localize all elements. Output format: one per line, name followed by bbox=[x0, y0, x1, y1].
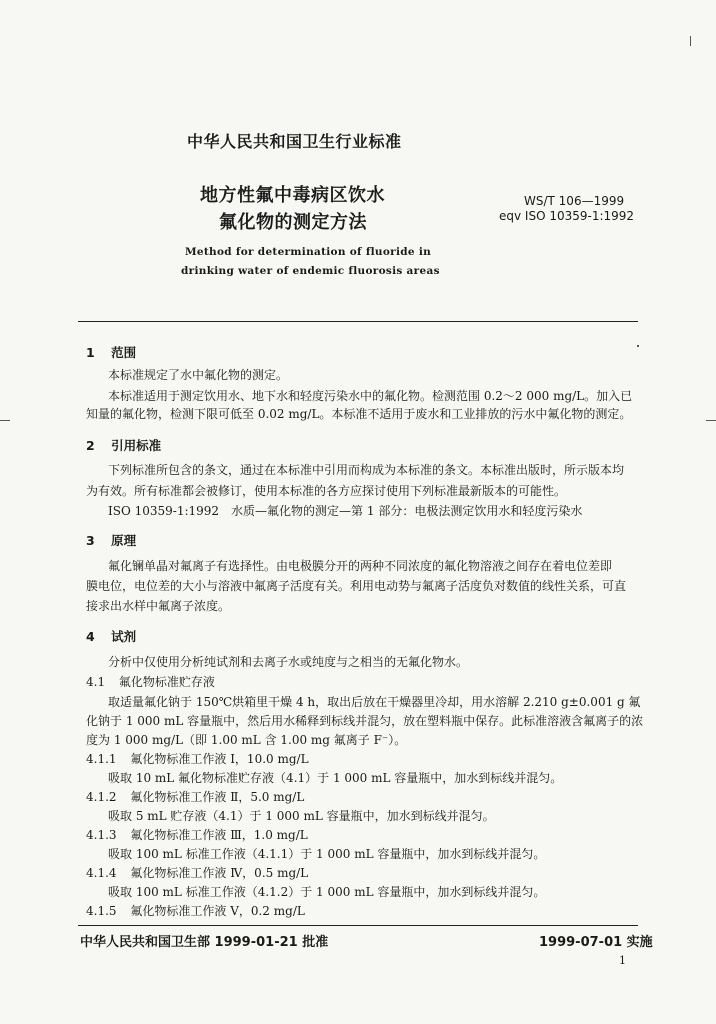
subsection-title: 氟化物标准工作液 Ⅳ，0.5 mg/L bbox=[130, 866, 309, 880]
subsection-4-1-5-heading bbox=[86, 904, 305, 918]
paragraph: 知量的氟化物，检测下限可低至 0.02 mg/L。本标准不适用于废水和工业排放的污水中氟化物的测定。 bbox=[86, 407, 632, 421]
subsection-4-1-3-heading bbox=[86, 828, 308, 842]
section-title: 引用标准 bbox=[111, 438, 162, 453]
subsection-number: 4.1.5 bbox=[86, 904, 117, 918]
paragraph: 度为 1 000 mg/L（即 1.00 mL 含 1.00 mg 氟离子 F⁻）。 bbox=[86, 733, 407, 747]
subsection-number: 4.1 bbox=[86, 675, 106, 689]
section-title: 试剂 bbox=[111, 629, 137, 644]
subsection-title: 氟化物标准工作液 Ⅱ，5.0 mg/L bbox=[130, 790, 305, 804]
section-title: 范围 bbox=[111, 345, 137, 360]
section-number: 2 bbox=[86, 438, 95, 453]
english-title-line2: drinking water of endemic fluorosis areas bbox=[181, 265, 440, 277]
paragraph: 氟化镧单晶对氟离子有选择性。由电极膜分开的两种不同浓度的氟化物溶液之间存在着电位差即 bbox=[108, 559, 613, 573]
section-title: 原理 bbox=[111, 533, 137, 548]
subsection-4-1-1-heading bbox=[86, 752, 309, 766]
section-number: 3 bbox=[86, 533, 95, 548]
header-rule bbox=[78, 321, 638, 322]
section-2-heading bbox=[86, 436, 161, 454]
section-number: 1 bbox=[86, 345, 95, 360]
subsection-4-1-4-heading bbox=[86, 866, 308, 880]
subsection-number: 4.1.4 bbox=[86, 866, 117, 880]
english-title-line1: Method for determination of fluoride in bbox=[185, 246, 432, 258]
paragraph: 本标准规定了水中氟化物的测定。 bbox=[108, 368, 289, 382]
scan-mark bbox=[0, 420, 10, 421]
paragraph: 吸取 10 mL 氟化物标准贮存液（4.1）于 1 000 mL 容量瓶中，加水到标线并混匀。 bbox=[108, 771, 563, 785]
implementation-date: 1999-07-01 实施 bbox=[539, 935, 653, 950]
approval-line: 中华人民共和国卫生部 1999-01-21 批准 bbox=[80, 935, 329, 950]
equivalent-standard: eqv ISO 10359-1:1992 bbox=[499, 209, 635, 223]
section-number: 4 bbox=[86, 629, 95, 644]
subsection-title: 氟化物标准工作液 Ⅲ，1.0 mg/L bbox=[130, 828, 308, 842]
subsection-number: 4.1.3 bbox=[86, 828, 117, 842]
paragraph: 吸取 5 mL 贮存液（4.1）于 1 000 mL 容量瓶中，加水到标线并混匀。 bbox=[108, 809, 495, 823]
paragraph: 下列标准所包含的条文，通过在本标准中引用而构成为本标准的条文。本标准出版时，所示版本均 bbox=[108, 463, 625, 477]
organization-title: 中华人民共和国卫生行业标准 bbox=[187, 132, 402, 151]
paragraph: 本标准适用于测定饮用水、地下水和轻度污染水中的氟化物。检测范围 0.2～2 000 mg/L。加入已 bbox=[108, 389, 633, 403]
paragraph: 取适量氟化钠于 150℃烘箱里干燥 4 h，取出后放在干燥器里冷却，用水溶解 2.210 g±0.001 g 氟 bbox=[108, 695, 641, 709]
subsection-title: 氟化物标准工作液 Ⅴ，0.2 mg/L bbox=[130, 904, 305, 918]
paragraph: 吸取 100 mL 标准工作液（4.1.1）于 1 000 mL 容量瓶中，加水到标线并混匀。 bbox=[108, 847, 546, 861]
document-title-line2: 氟化物的测定方法 bbox=[219, 212, 367, 233]
subsection-4-1-2-heading bbox=[86, 790, 304, 804]
subsection-4-1-heading bbox=[86, 675, 215, 689]
paragraph: 膜电位，电位差的大小与溶液中氟离子活度有关。利用电动势与氟离子活度负对数值的线性关系，可直 bbox=[86, 579, 627, 593]
document-title-line1: 地方性氟中毒病区饮水 bbox=[200, 185, 385, 206]
paragraph: 为有效。所有标准都会被修订，使用本标准的各方应探讨使用下列标准最新版本的可能性。 bbox=[86, 484, 567, 498]
standard-number: WS/T 106—1999 bbox=[524, 194, 625, 208]
paragraph: 分析中仅使用分析纯试剂和去离子水或纯度与之相当的无氟化物水。 bbox=[108, 655, 469, 669]
paragraph: 吸取 100 mL 标准工作液（4.1.2）于 1 000 mL 容量瓶中，加水到标线并混匀。 bbox=[108, 885, 546, 899]
subsection-title: 氟化物标准贮存液 bbox=[118, 675, 215, 689]
section-1-heading bbox=[86, 343, 136, 361]
scan-mark bbox=[706, 420, 716, 421]
reference-standard: ISO 10359-1:1992 水质—氟化物的测定—第 1 部分：电极法测定饮用水和轻度污染水 bbox=[108, 504, 583, 518]
footer-rule bbox=[78, 925, 638, 926]
section-3-heading bbox=[86, 531, 136, 549]
subsection-title: 氟化物标准工作液 Ⅰ，10.0 mg/L bbox=[130, 752, 309, 766]
page-number: 1 bbox=[619, 954, 626, 967]
section-4-heading bbox=[86, 627, 136, 645]
subsection-number: 4.1.1 bbox=[86, 752, 117, 766]
paragraph: 化钠于 1 000 mL 容量瓶中，然后用水稀释到标线并混匀，放在塑料瓶中保存。此标准溶液含氟离子的浓 bbox=[86, 714, 644, 728]
scan-mark bbox=[690, 36, 691, 46]
paragraph: 接求出水样中氟离子浓度。 bbox=[86, 599, 231, 613]
subsection-number: 4.1.2 bbox=[86, 790, 117, 804]
scan-mark bbox=[637, 345, 639, 347]
